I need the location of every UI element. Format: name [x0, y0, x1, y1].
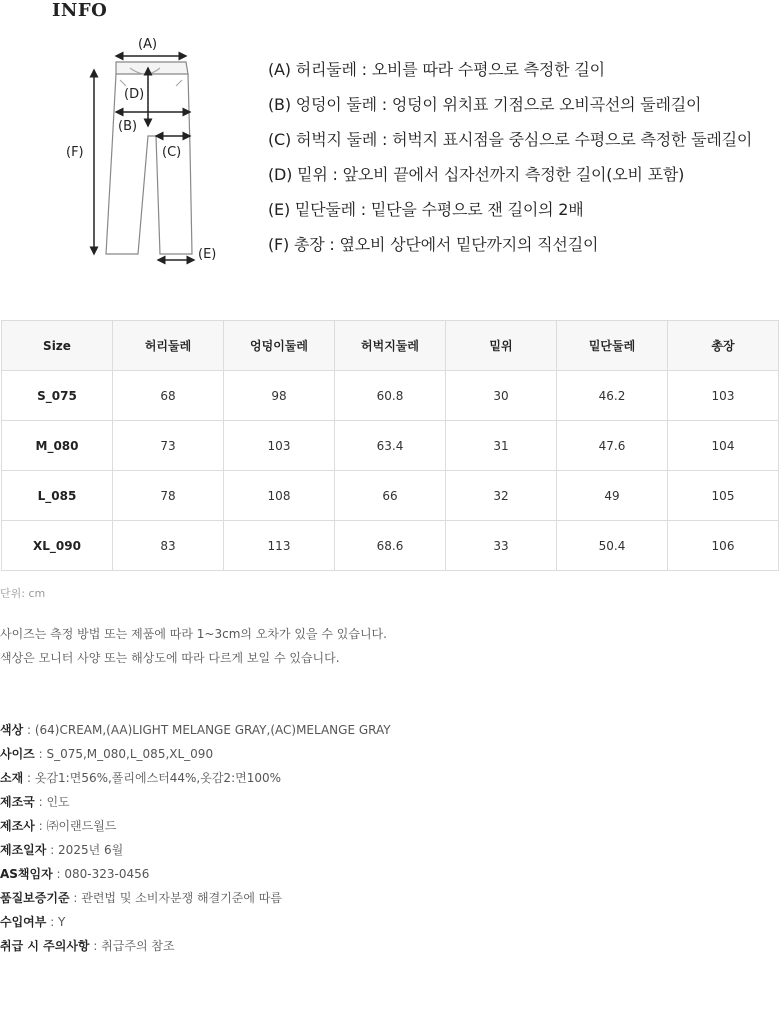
table-cell: 31	[446, 421, 557, 471]
detail-value: 관련법 및 소비자분쟁 해결기준에 따름	[81, 891, 282, 905]
detail-row	[0, 718, 391, 742]
detail-separator: :	[23, 771, 35, 785]
header-rise: 밑위	[446, 321, 557, 371]
header-waist: 허리둘레	[113, 321, 224, 371]
detail-value: 인도	[46, 795, 70, 809]
detail-row	[0, 814, 391, 838]
detail-separator: :	[89, 939, 102, 953]
table-cell: 30	[446, 371, 557, 421]
size-cell: XL_090	[2, 521, 113, 571]
detail-row	[0, 910, 391, 934]
table-cell: 103	[224, 421, 335, 471]
table-cell: 68.6	[335, 521, 446, 571]
label-c: (C)	[162, 145, 182, 160]
table-cell: 103	[668, 371, 779, 421]
detail-value: Y	[58, 915, 66, 929]
detail-key: 제조일자	[0, 843, 47, 857]
detail-value: S_075,M_080,L_085,XL_090	[46, 747, 214, 761]
header-thigh: 허벅지둘레	[335, 321, 446, 371]
label-b: (B)	[118, 119, 138, 134]
table-cell: 47.6	[557, 421, 668, 471]
header-length: 총장	[668, 321, 779, 371]
label-f: (F)	[66, 145, 84, 160]
label-a: (A)	[138, 37, 158, 52]
size-table-header-row	[2, 321, 779, 371]
table-cell: 32	[446, 471, 557, 521]
detail-row	[0, 862, 391, 886]
info-title: INFO	[52, 0, 108, 21]
pants-measurement-diagram	[60, 28, 240, 268]
definition-b: (B) 엉덩이 둘레 : 엉덩이 위치표 기점으로 오비곡선의 둘레길이	[268, 95, 702, 114]
detail-key: 제조사	[0, 819, 35, 833]
detail-key: 수입여부	[0, 915, 47, 929]
size-cell: S_075	[2, 371, 113, 421]
definition-e: (E) 밑단둘레 : 밑단을 수평으로 잰 길이의 2배	[268, 200, 584, 219]
table-cell: 106	[668, 521, 779, 571]
table-cell: 83	[113, 521, 224, 571]
table-cell: 105	[668, 471, 779, 521]
unit-note: 단위: cm	[0, 587, 46, 600]
product-details	[0, 718, 391, 958]
header-hem: 밑단둘레	[557, 321, 668, 371]
header-hip: 엉덩이둘레	[224, 321, 335, 371]
detail-row	[0, 766, 391, 790]
table-cell: 98	[224, 371, 335, 421]
table-cell: 50.4	[557, 521, 668, 571]
detail-row	[0, 838, 391, 862]
detail-value: (64)CREAM,(AA)LIGHT MELANGE GRAY,(AC)MELANGE GRAY	[34, 723, 391, 737]
definition-d: (D) 밑위 : 앞오비 끝에서 십자선까지 측정한 길이(오비 포함)	[268, 165, 685, 184]
table-cell: 66	[335, 471, 446, 521]
detail-key: 사이즈	[0, 747, 35, 761]
detail-separator: :	[23, 723, 35, 737]
detail-key: 색상	[0, 723, 24, 737]
table-row	[2, 421, 779, 471]
detail-separator: :	[46, 843, 59, 857]
detail-key: AS책임자	[0, 867, 53, 881]
detail-key: 품질보증기준	[0, 891, 70, 905]
detail-separator: :	[34, 747, 47, 761]
detail-row	[0, 886, 391, 910]
table-cell: 60.8	[335, 371, 446, 421]
table-cell: 104	[668, 421, 779, 471]
detail-row	[0, 934, 391, 958]
detail-key: 제조국	[0, 795, 35, 809]
definition-c: (C) 허벅지 둘레 : 허벅지 표시점을 중심으로 수평으로 측정한 둘레길이	[268, 130, 753, 149]
label-e: (E)	[198, 247, 217, 262]
table-row	[2, 471, 779, 521]
detail-value: ㈜이랜드월드	[46, 819, 117, 833]
table-cell: 46.2	[557, 371, 668, 421]
detail-value: 옷감1:면56%,폴리에스터44%,옷감2:면100%	[34, 771, 282, 785]
detail-separator: :	[46, 915, 59, 929]
detail-separator: :	[34, 819, 47, 833]
detail-value: 080-323-0456	[64, 867, 150, 881]
detail-separator: :	[34, 795, 47, 809]
label-d: (D)	[124, 87, 145, 102]
detail-key: 소재	[0, 771, 24, 785]
table-cell: 33	[446, 521, 557, 571]
table-cell: 113	[224, 521, 335, 571]
detail-separator: :	[52, 867, 65, 881]
note-tolerance: 사이즈는 측정 방법 또는 제품에 따라 1~3cm의 오차가 있을 수 있습니다.	[0, 627, 387, 641]
note-color: 색상은 모니터 사양 또는 해상도에 따라 다르게 보일 수 있습니다.	[0, 651, 340, 665]
measurement-definitions	[268, 52, 752, 262]
detail-value: 취급주의 참조	[101, 939, 175, 953]
header-size: Size	[2, 321, 113, 371]
table-cell: 78	[113, 471, 224, 521]
table-row	[2, 371, 779, 421]
size-cell: L_085	[2, 471, 113, 521]
size-table	[1, 320, 779, 571]
detail-value: 2025년 6월	[58, 843, 124, 857]
table-cell: 63.4	[335, 421, 446, 471]
table-cell: 49	[557, 471, 668, 521]
detail-separator: :	[69, 891, 82, 905]
table-row	[2, 521, 779, 571]
size-cell: M_080	[2, 421, 113, 471]
detail-row	[0, 742, 391, 766]
table-cell: 108	[224, 471, 335, 521]
definition-f: (F) 총장 : 옆오비 상단에서 밑단까지의 직선길이	[268, 235, 599, 254]
definition-a: (A) 허리둘레 : 오비를 따라 수평으로 측정한 길이	[268, 60, 605, 79]
table-cell: 68	[113, 371, 224, 421]
detail-key: 취급 시 주의사항	[0, 939, 90, 953]
detail-row	[0, 790, 391, 814]
size-notes	[0, 622, 387, 670]
table-cell: 73	[113, 421, 224, 471]
